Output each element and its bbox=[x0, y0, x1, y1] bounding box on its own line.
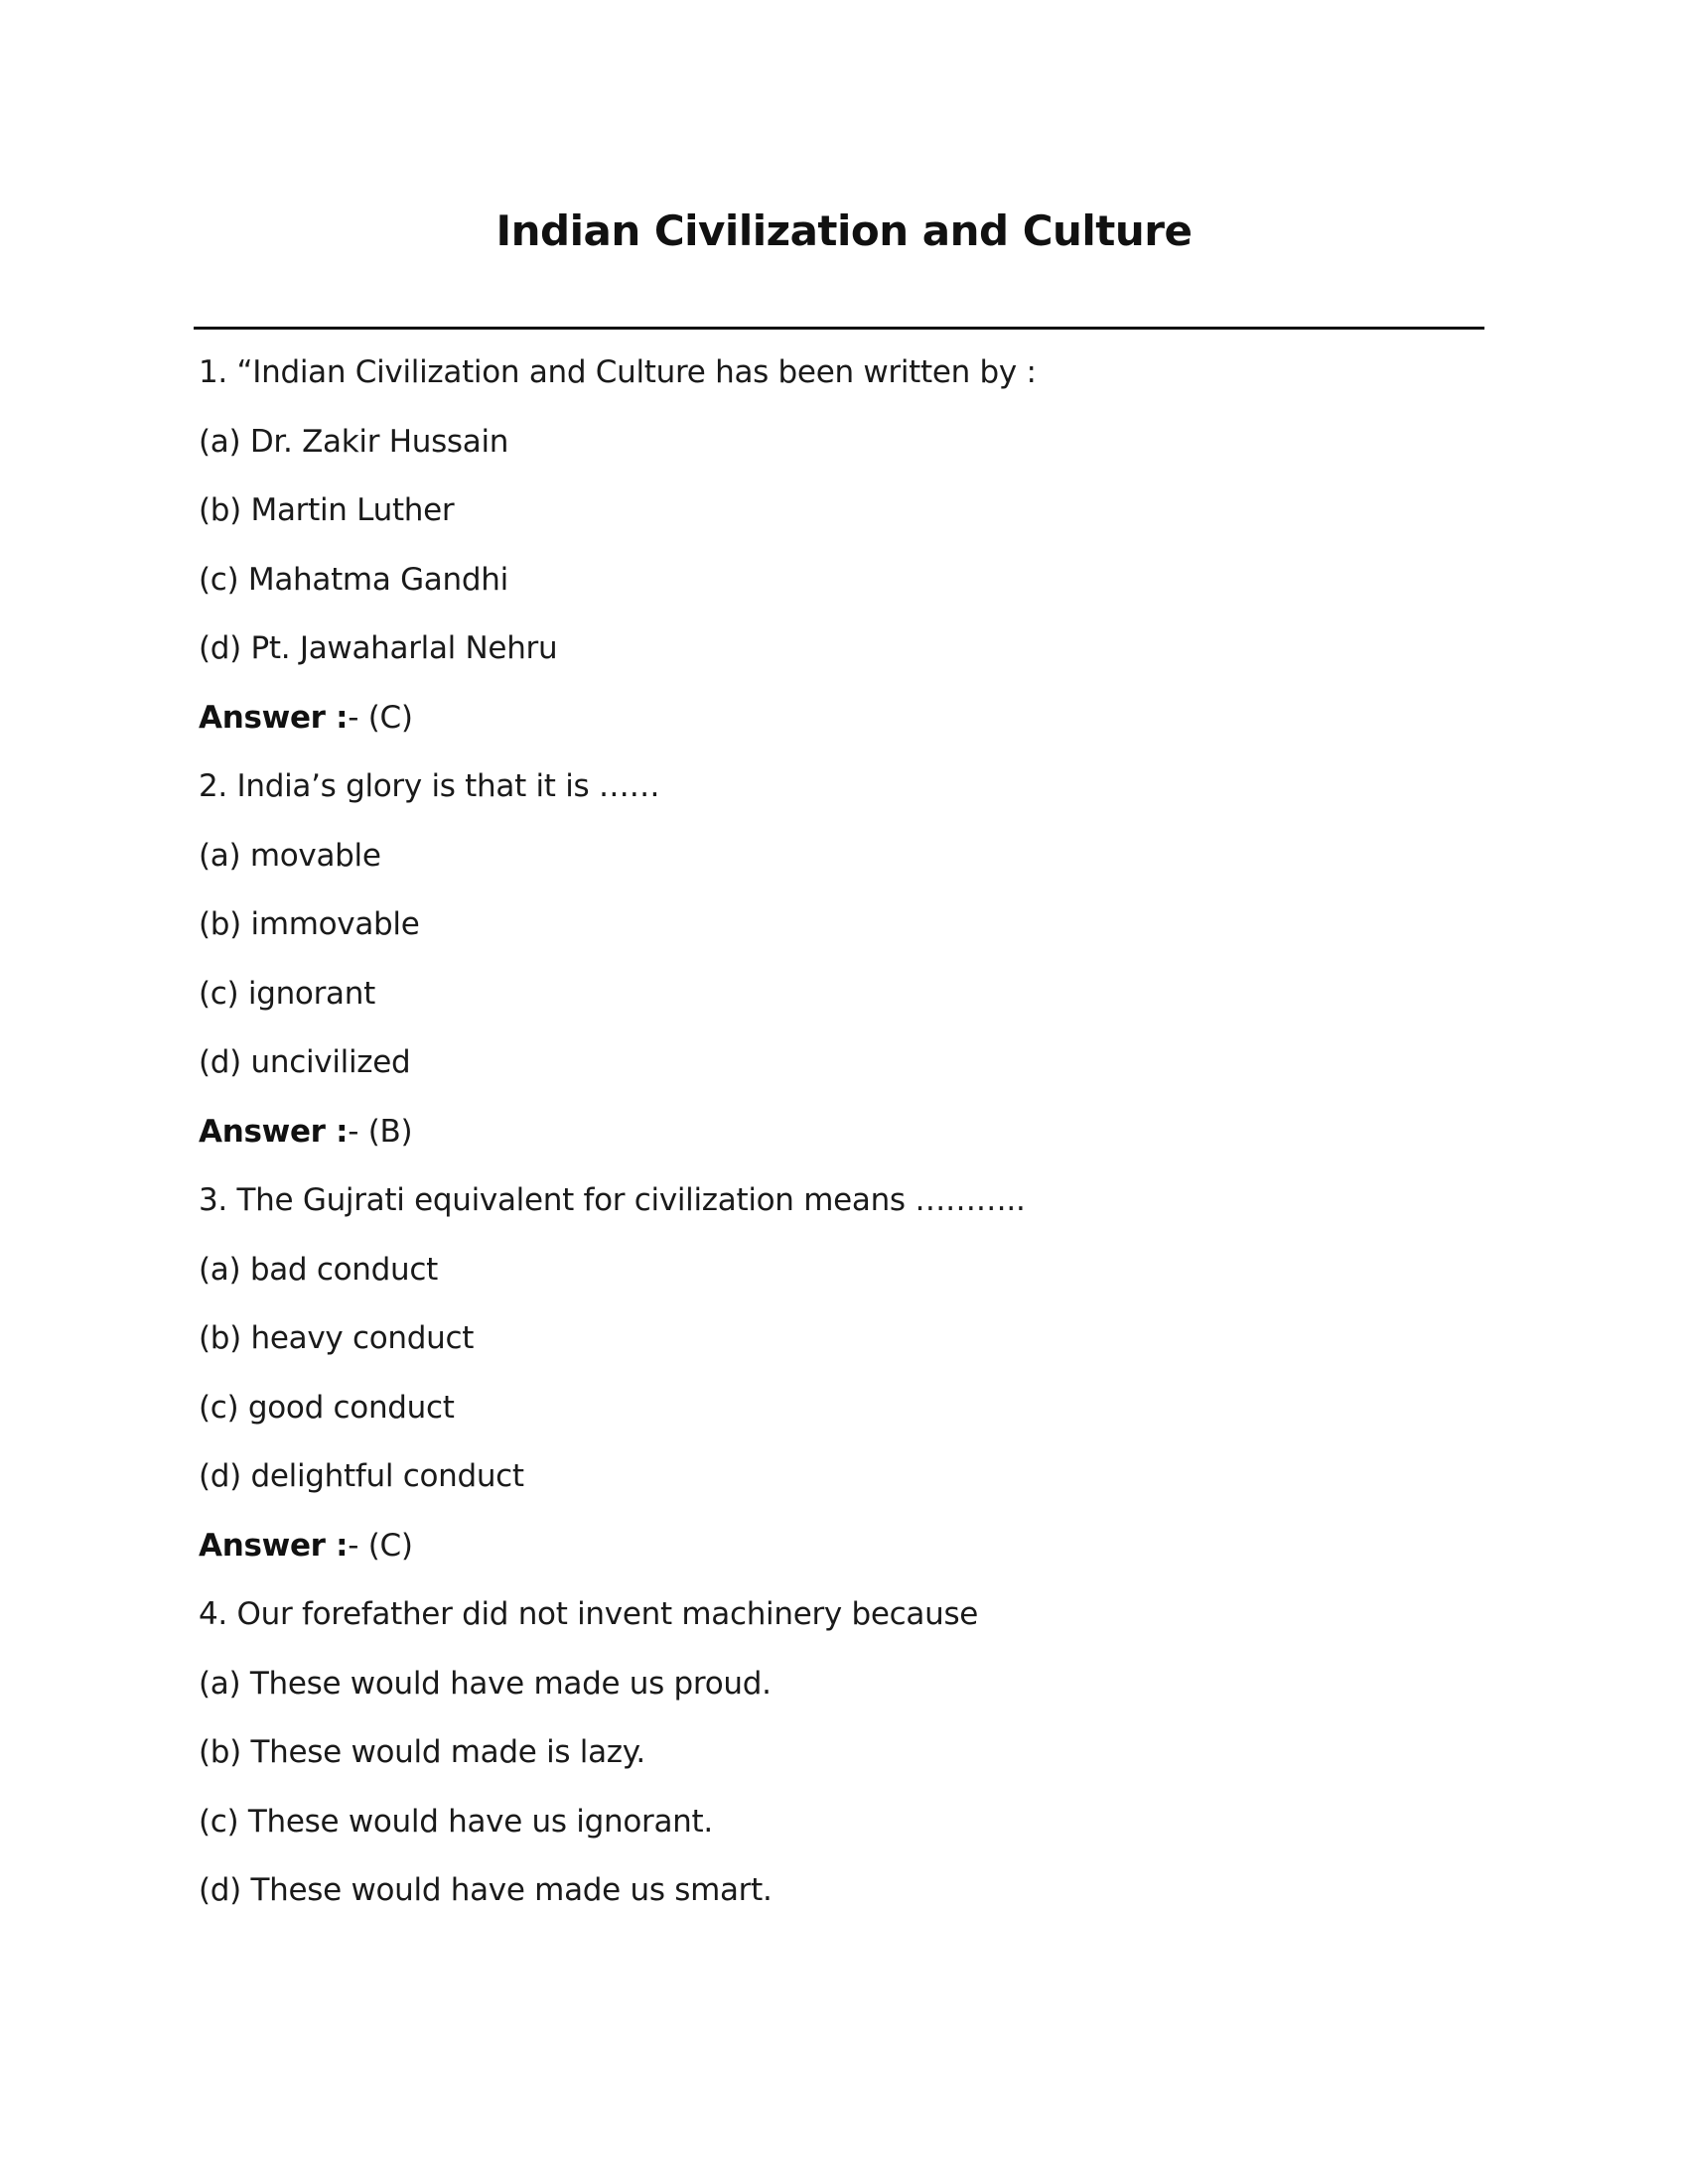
page-title: Indian Civilization and Culture bbox=[495, 206, 1193, 255]
question-text: 1. “Indian Civilization and Culture has been written by : bbox=[199, 354, 1037, 390]
answer-line bbox=[199, 1526, 1489, 1595]
option-item: (c) ignorant bbox=[199, 975, 375, 1012]
option-item: (c) good conduct bbox=[199, 1389, 455, 1426]
option-item: (d) Pt. Jawaharlal Nehru bbox=[199, 630, 558, 666]
option-item: (a) Dr. Zakir Hussain bbox=[199, 423, 509, 460]
answer-value: - (C) bbox=[348, 1527, 413, 1564]
option-item: (d) These would have made us smart. bbox=[199, 1872, 773, 1908]
option-item: (a) movable bbox=[199, 837, 381, 874]
option-item: (c) Mahatma Gandhi bbox=[199, 561, 508, 598]
answer-value: - (C) bbox=[348, 699, 413, 736]
answer-label: Answer : bbox=[199, 699, 349, 736]
answer-value: - (B) bbox=[348, 1113, 413, 1150]
question-text: 4. Our forefather did not invent machinery because bbox=[199, 1596, 979, 1632]
answer-label: Answer : bbox=[199, 1527, 349, 1564]
answer-line bbox=[199, 1112, 1489, 1181]
option-item: (a) bad conduct bbox=[199, 1251, 438, 1288]
question-text: 2. India’s glory is that it is …… bbox=[199, 768, 660, 804]
option-item: (b) These would made is lazy. bbox=[199, 1734, 645, 1770]
question-list bbox=[199, 352, 1489, 1940]
option-item: (d) uncivilized bbox=[199, 1044, 411, 1080]
answer-label: Answer : bbox=[199, 1113, 349, 1150]
option-item: (d) delightful conduct bbox=[199, 1458, 524, 1494]
option-item: (b) Martin Luther bbox=[199, 492, 455, 528]
question-text: 3. The Gujrati equivalent for civilization means ……….. bbox=[199, 1182, 1026, 1218]
option-item: (b) immovable bbox=[199, 906, 420, 942]
option-item: (b) heavy conduct bbox=[199, 1320, 475, 1356]
answer-line bbox=[199, 698, 1489, 767]
title-divider bbox=[194, 327, 1484, 330]
option-item: (c) These would have us ignorant. bbox=[199, 1803, 713, 1840]
option-item: (a) These would have made us proud. bbox=[199, 1665, 772, 1702]
